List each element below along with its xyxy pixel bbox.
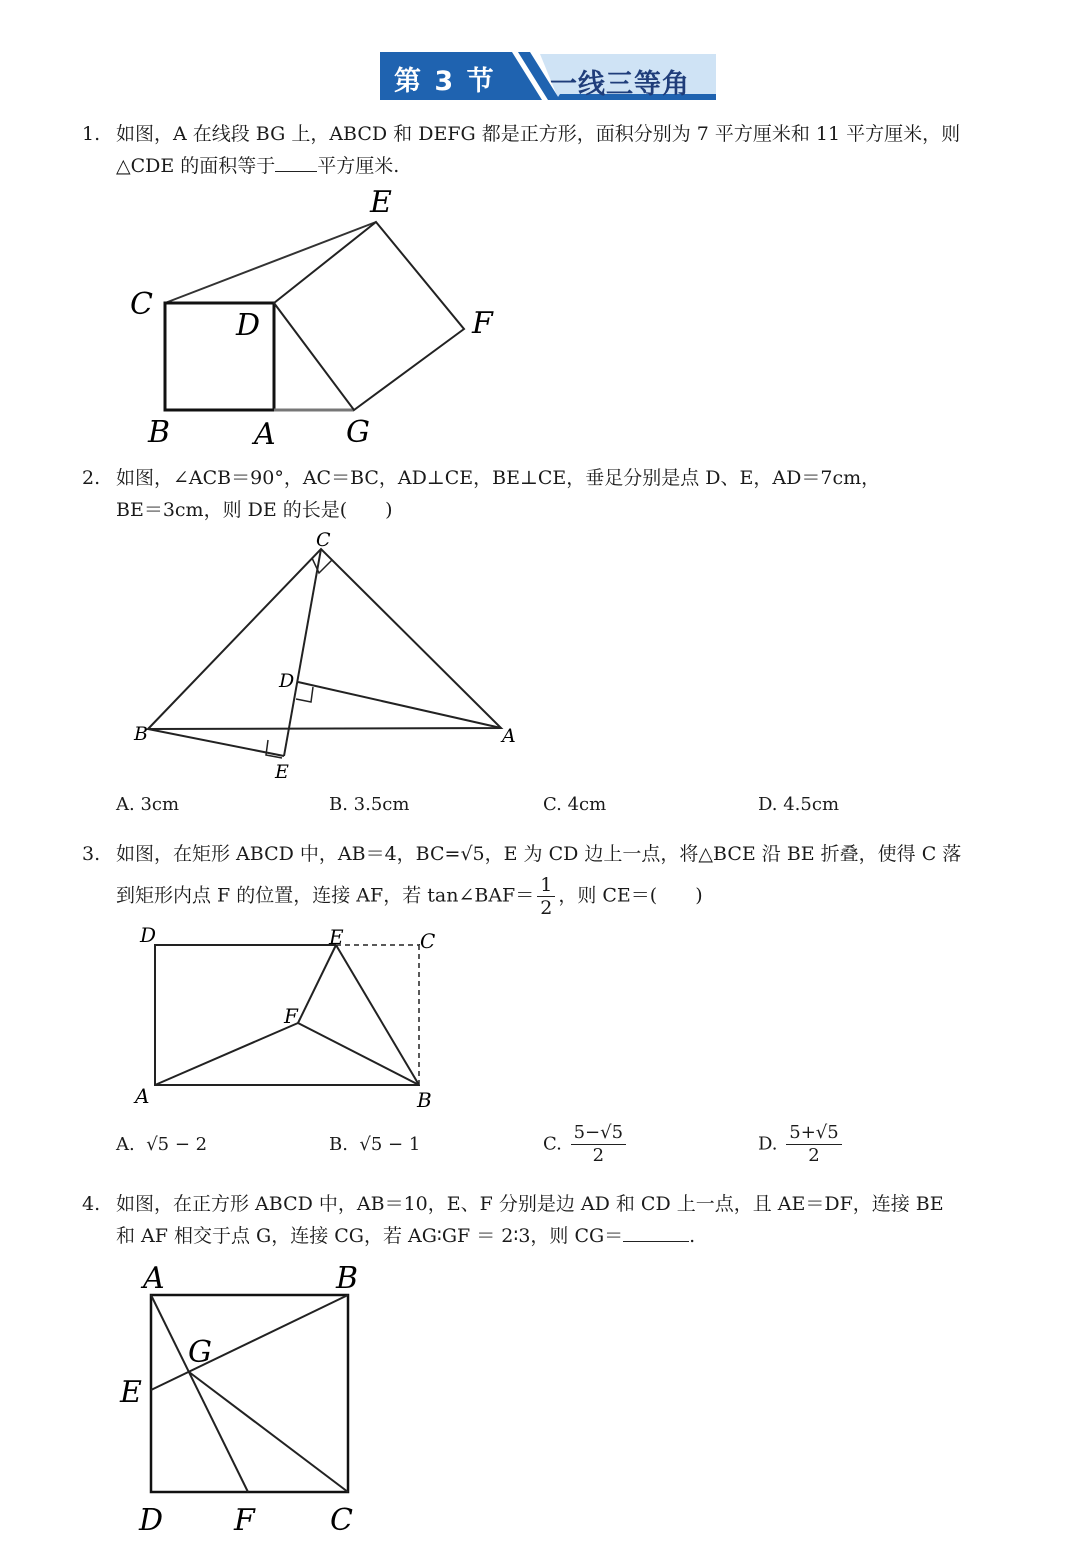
q3-option-d-num: 5+√5 bbox=[786, 1122, 841, 1145]
q1-line2-text: △CDE 的面积等于 bbox=[116, 155, 276, 177]
q2-label-b: B bbox=[134, 723, 148, 745]
q3-label-f: F bbox=[284, 1004, 298, 1028]
q2-number: 2. bbox=[82, 467, 101, 489]
q4-number: 4. bbox=[82, 1193, 101, 1215]
q3-sqrt5: √5 bbox=[460, 843, 485, 865]
q4-line2 bbox=[116, 1220, 695, 1252]
q3-option-d-den: 2 bbox=[808, 1145, 820, 1166]
q1-label-c: C bbox=[130, 287, 153, 322]
q3-line-ef bbox=[298, 945, 336, 1023]
q2-triangle-abc bbox=[148, 549, 501, 729]
q3-tan-num: 1 bbox=[537, 874, 555, 897]
q4-line1: 如图，在正方形 ABCD 中，AB＝10，E、F 分别是边 AD 和 CD 上一点，且 AE＝DF，连接 BE bbox=[116, 1193, 944, 1215]
q2-label-d: D bbox=[279, 670, 295, 692]
q1-line2-tail: 平方厘米. bbox=[317, 155, 400, 177]
q2-right-angle-c bbox=[312, 558, 332, 573]
q2-figure bbox=[120, 528, 540, 788]
q3-option-c-label: C. bbox=[543, 1133, 562, 1155]
q4-line-af bbox=[151, 1295, 248, 1492]
q3-tan-den: 2 bbox=[540, 897, 553, 919]
section-title: 一线三等角 bbox=[550, 69, 690, 100]
q4-label-a: A bbox=[143, 1261, 165, 1296]
q3-tan-fraction bbox=[537, 874, 555, 919]
section-header bbox=[380, 50, 720, 102]
q3-option-b[interactable] bbox=[329, 1134, 420, 1155]
q1-number: 1. bbox=[82, 123, 101, 145]
q3-line2 bbox=[116, 874, 703, 919]
q4-label-b: B bbox=[336, 1261, 359, 1296]
q1-label-b: B bbox=[148, 415, 171, 450]
q2-right-angle-d bbox=[296, 687, 313, 702]
q2-option-c[interactable]: C. 4cm bbox=[543, 794, 607, 815]
q3-number: 3. bbox=[82, 843, 101, 865]
q3-option-d-fraction bbox=[786, 1122, 841, 1167]
q1-line2 bbox=[116, 150, 399, 182]
q2-line-ce bbox=[284, 549, 321, 756]
q4-line2-tail: . bbox=[689, 1225, 696, 1247]
q3-label-c: C bbox=[420, 929, 436, 953]
q1-label-a: A bbox=[254, 417, 276, 450]
q1-line1: 如图，A 在线段 BG 上，ABCD 和 DEFG 都是正方形，面积分别为 7 平方厘米和 11 平方厘米，则 bbox=[116, 123, 961, 145]
q1-edge-ce bbox=[165, 222, 376, 303]
q1-label-f: F bbox=[472, 306, 493, 341]
section-label: 第 3 节 bbox=[394, 66, 496, 97]
q2-line2: BE＝3cm，则 DE 的长是( ) bbox=[116, 499, 393, 521]
q3-line2-b: ，则 CE＝( ) bbox=[558, 884, 703, 907]
q3-line1 bbox=[116, 838, 1036, 870]
q2-option-a[interactable]: A. 3cm bbox=[116, 794, 180, 815]
q3-line1-b: ，E 为 CD 边上一点，将△BCE 沿 BE 折叠，使得 C 落 bbox=[484, 843, 962, 865]
q3-option-d[interactable] bbox=[758, 1122, 845, 1167]
q2-option-b[interactable]: B. 3.5cm bbox=[329, 794, 410, 815]
q3-label-a: A bbox=[135, 1084, 150, 1108]
q2-label-e: E bbox=[275, 761, 289, 783]
q3-line1-a: 如图，在矩形 ABCD 中，AB＝4，BC= bbox=[116, 843, 461, 865]
q1-figure bbox=[120, 180, 520, 450]
q4-line-cg bbox=[189, 1372, 348, 1492]
q4-figure bbox=[110, 1256, 390, 1556]
q3-option-b-value: √5 − 1 bbox=[359, 1134, 421, 1155]
q3-option-c-num: 5−√5 bbox=[571, 1122, 626, 1145]
q3-option-c[interactable] bbox=[543, 1122, 629, 1167]
q4-answer-blank bbox=[623, 1241, 689, 1242]
q4-label-g: G bbox=[188, 1335, 212, 1370]
q4-line-be bbox=[151, 1295, 348, 1390]
q3-figure bbox=[120, 918, 460, 1118]
q2-line-ad bbox=[298, 682, 501, 728]
q4-label-c: C bbox=[330, 1503, 353, 1538]
q3-label-d: D bbox=[140, 923, 157, 947]
q4-label-e: E bbox=[120, 1375, 142, 1410]
q1-answer-blank bbox=[275, 171, 317, 172]
q3-option-a[interactable] bbox=[116, 1134, 207, 1155]
q4-square-abcd bbox=[151, 1295, 348, 1492]
q1-label-e: E bbox=[370, 185, 392, 220]
q3-option-d-label: D. bbox=[758, 1133, 778, 1155]
q3-option-a-label: A. bbox=[116, 1134, 135, 1155]
q2-label-a: A bbox=[502, 725, 516, 747]
q4-label-f: F bbox=[234, 1503, 255, 1538]
q3-option-b-label: B. bbox=[329, 1134, 348, 1155]
q3-line2-a: 到矩形内点 F 的位置，连接 AF，若 tan∠BAF＝ bbox=[116, 884, 535, 907]
q3-label-e: E bbox=[329, 925, 344, 949]
q2-line1: 如图，∠ACB＝90°，AC＝BC，AD⊥CE，BE⊥CE，垂足分别是点 D、E，AD＝7cm， bbox=[116, 467, 881, 489]
q1-label-g: G bbox=[346, 415, 370, 450]
q3-option-a-value: √5 − 2 bbox=[146, 1134, 208, 1155]
q3-label-b: B bbox=[417, 1088, 432, 1112]
q3-option-c-fraction bbox=[571, 1122, 626, 1167]
q4-line2-text: 和 AF 相交于点 G，连接 CG，若 AG∶GF ＝ 2∶3，则 CG＝ bbox=[116, 1225, 624, 1247]
q1-label-d: D bbox=[236, 308, 261, 343]
q4-label-d: D bbox=[139, 1503, 164, 1538]
q2-label-c: C bbox=[316, 529, 331, 551]
q2-line-be bbox=[148, 729, 284, 756]
q3-line-af bbox=[155, 1023, 298, 1085]
q2-option-d[interactable]: D. 4.5cm bbox=[758, 794, 840, 815]
q3-option-c-den: 2 bbox=[592, 1145, 605, 1166]
